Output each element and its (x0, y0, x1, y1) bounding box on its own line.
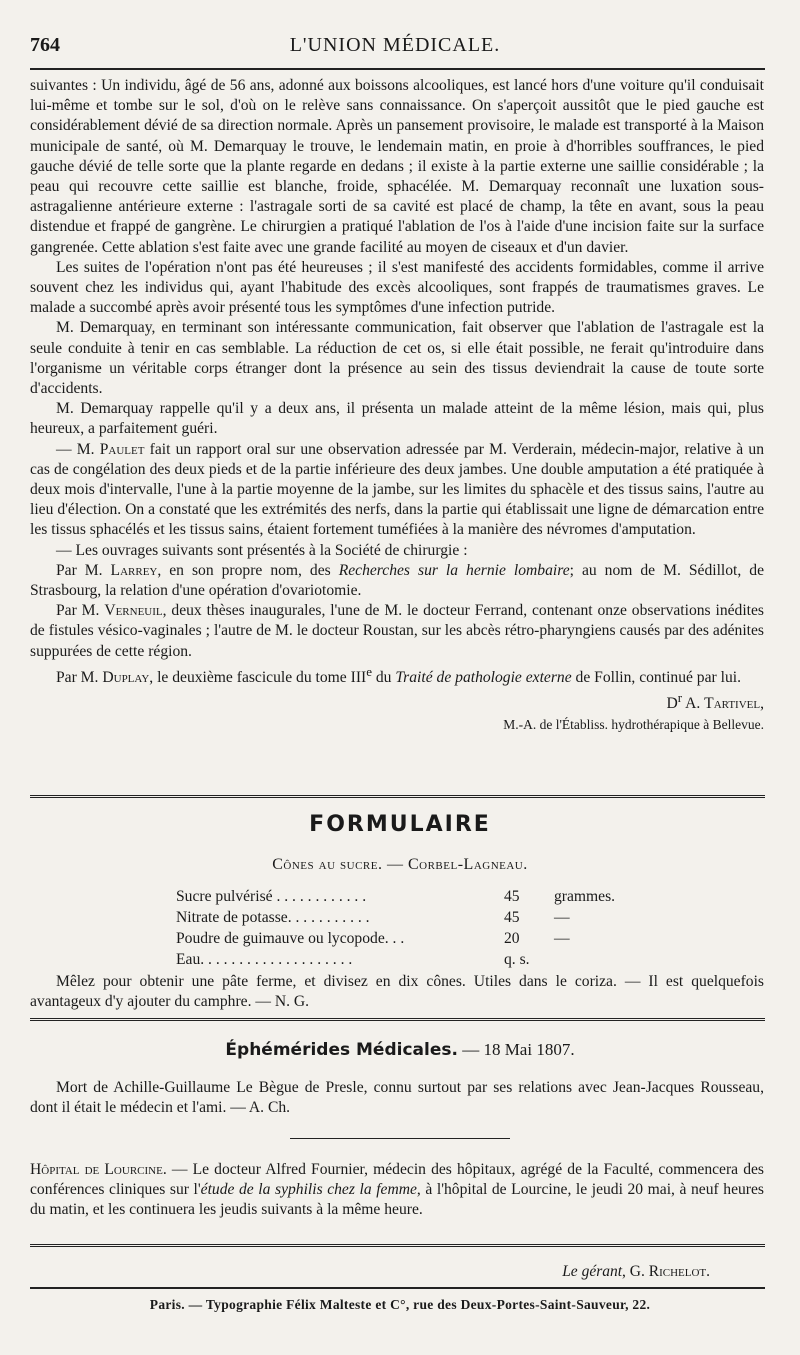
paragraph-duplay: Par M. Duplay, le deuxième fascicule du tome IIIe du Traité de pathologie externe de Follin, continué par lui. (56, 663, 741, 687)
section-rule-ephemerides (30, 1018, 765, 1021)
paragraph-works-intro: — Les ouvrages suivants sont présentés à la Société de chirurgie : (56, 541, 468, 559)
recipe-instructions: Mêlez pour obtenir une pâte ferme, et divisez en dix cônes. Utiles dans le coriza. — Il est quelquefois avantageux d'y ajouter du camphre. — N. G. (30, 973, 764, 1011)
ephemerides-heading: Éphémérides Médicales. — 18 Mai 1807. (225, 1040, 575, 1060)
author-name: Paulet (99, 440, 145, 458)
section-rule-formulaire (30, 795, 765, 798)
printer-imprint: Paris. — Typographie Félix Malteste et C°, rue des Deux-Portes-Saint-Sauveur, 22. (149, 1297, 651, 1312)
author-signature: $D^r$ A. Tartivel, (666, 690, 764, 713)
paragraph-outcome: Les suites de l'opération n'ont pas été heureuses ; il s'est manifesté des accidents formidables, comme il arrive souvent chez les individus qui, ayant l'habitude des excès alcooliques, sont frappés de traumatismes graves. Le malade a succombé après avoir présenté tous les symptômes d'une infection putride. (30, 258, 764, 317)
imprint-rule (30, 1287, 765, 1289)
page-header (30, 34, 760, 64)
page-number: 764 (30, 34, 60, 56)
notice-block (30, 1160, 764, 1221)
paragraph-previous-case: M. Demarquay rappelle qu'il y a deux ans, il présenta un malade atteint de la même lésion, mais qui, plus heureux, a parfaitement guéri. (30, 400, 764, 438)
paragraph-paulet-report: — M. Paulet fait un rapport oral sur une observation adressée par M. Verderain, médecin-major, relative à un cas de congélation des deux pieds et de la partie inférieure des deux jambes. Une double amputation a été pratiquée à deux mois d'intervalle, l'une à la partie moyenne de la jambe, sur les limites du sphacèle et des tissus sains, l'autre au lieu d'élection. On a constaté que les extrémités des nerfs, dans la partie qui établissait une ligne de démarcation entre les tissus sphacélés et les tissus sains, étaient fortement tuméfiées à la manière des névromes d'amputation. (30, 440, 764, 539)
formulaire-heading: FORMULAIRE (309, 812, 491, 837)
gerant-signature: Le gérant, G. Richelot. (562, 1263, 710, 1280)
paragraph-larrey: Par M. Larrey, en son propre nom, des Recherches sur la hernie lombaire; au nom de M. Sédillot, de Strasbourg, la relation d'une opération d'ovariotomie. (30, 561, 764, 600)
recipe-instructions-block (30, 972, 764, 1012)
notice-lourcine: Hôpital de Lourcine. — Le docteur Alfred Fournier, médecin des hôpitaux, agrégé de la Faculté, commencera des conférences cliniques sur l'étude de la syphilis chez la femme, à l'hôpital de Lourcine, le jeudi 20 mai, à neuf heures du matin, et les continuera les jeudis suivants à la même heure. (30, 1161, 764, 1219)
ephemerides-text: Mort de Achille-Guillaume Le Bègue de Presle, connu surtout par ses relations avec Jean-Jacques Rousseau, dont il était le médecin et l'ami. — A. Ch. (30, 1079, 764, 1117)
author-affiliation: M.-A. de l'Établiss. hydrothérapique à Bellevue. (503, 716, 764, 732)
author-name: Verneuil (104, 602, 163, 620)
ingredient-row: Poudre de guimauve ou lycopode. . . 20 — (176, 930, 570, 947)
ingredient-row: Nitrate de potasse. . . . . . . . . . . 45 — (176, 909, 570, 926)
ephemerides-block (30, 1078, 764, 1118)
paragraph-conclusion: M. Demarquay, en terminant son intéressante communication, fait observer que l'ablation de l'astragale est la seule conduite à tenir en cas semblable. La réduction de cet os, si elle était possible, ne ferait qu'introduire dans l'organisme un véritable corps étranger dont la présence au sein des tissus deviendrait la cause de toute sorte d'accidents. (30, 319, 764, 398)
ingredient-list (176, 886, 616, 970)
short-divider (290, 1138, 510, 1139)
section-rule-footer (30, 1244, 765, 1247)
ingredient-row: Eau. . . . . . . . . . . . . . . . . . . . q. s. (176, 951, 530, 968)
author-name: Larrey (110, 561, 158, 579)
author-name: Duplay (102, 669, 150, 687)
recipe-title: Cônes au sucre. — Corbel-Lagneau. (272, 856, 528, 873)
header-rule (30, 68, 765, 70)
paragraph-case-description: suivantes : Un individu, âgé de 56 ans, adonné aux boissons alcooliques, est lancé hors d'une voiture qu'il conduisait lui-même et tombe sur le sol, d'où on le relève sans connaissance. On s'aperçoit aussitôt que le pied gauche est considérablement dévié de sa direction normale. Après un pansement provisoire, le malade est transporté à la Maison municipale de santé, où M. Demarquay le trouve, le lendemain matin, en proie à d'horribles souffrances, le pied gauche dévié de telle sorte que la plante regarde en dedans ; il existe à la partie externe une saillie considérable ; la peau qui recouvre cette saillie est blanche, froide, sphacélée. M. Demarquay reconnaît une luxation sous-astragalienne antérieure externe : l'astragale sorti de sa cavité est placé de champ, la tête en avant, sous la peau distendue et frappé de gangrène. Le chirurgien a pratiqué l'ablation de l'os à l'aide d'une incision faite sur la surface gangrenée. Cette ablation s'est faite avec une grande facilité au moyen de ciseaux et d'un davier. (30, 77, 764, 256)
paragraph-verneuil: Par M. Verneuil, deux thèses inaugurales, l'une de M. le docteur Ferrand, contenant onze observations inédites de fistules vésico-vaginales ; l'autre de M. le docteur Roustan, sur les abcès rétro-pharyngiens causés par des adénites suppurées de cette région. (30, 602, 764, 660)
work-title: Traité de pathologie externe (395, 669, 572, 687)
article-body (30, 76, 764, 735)
ingredient-row: Sucre pulvérisé . . . . . . . . . . . . 45 grammes. (176, 888, 616, 905)
running-title: L'UNION MÉDICALE. (289, 34, 501, 56)
work-title: Recherches sur la hernie lombaire (338, 561, 570, 579)
